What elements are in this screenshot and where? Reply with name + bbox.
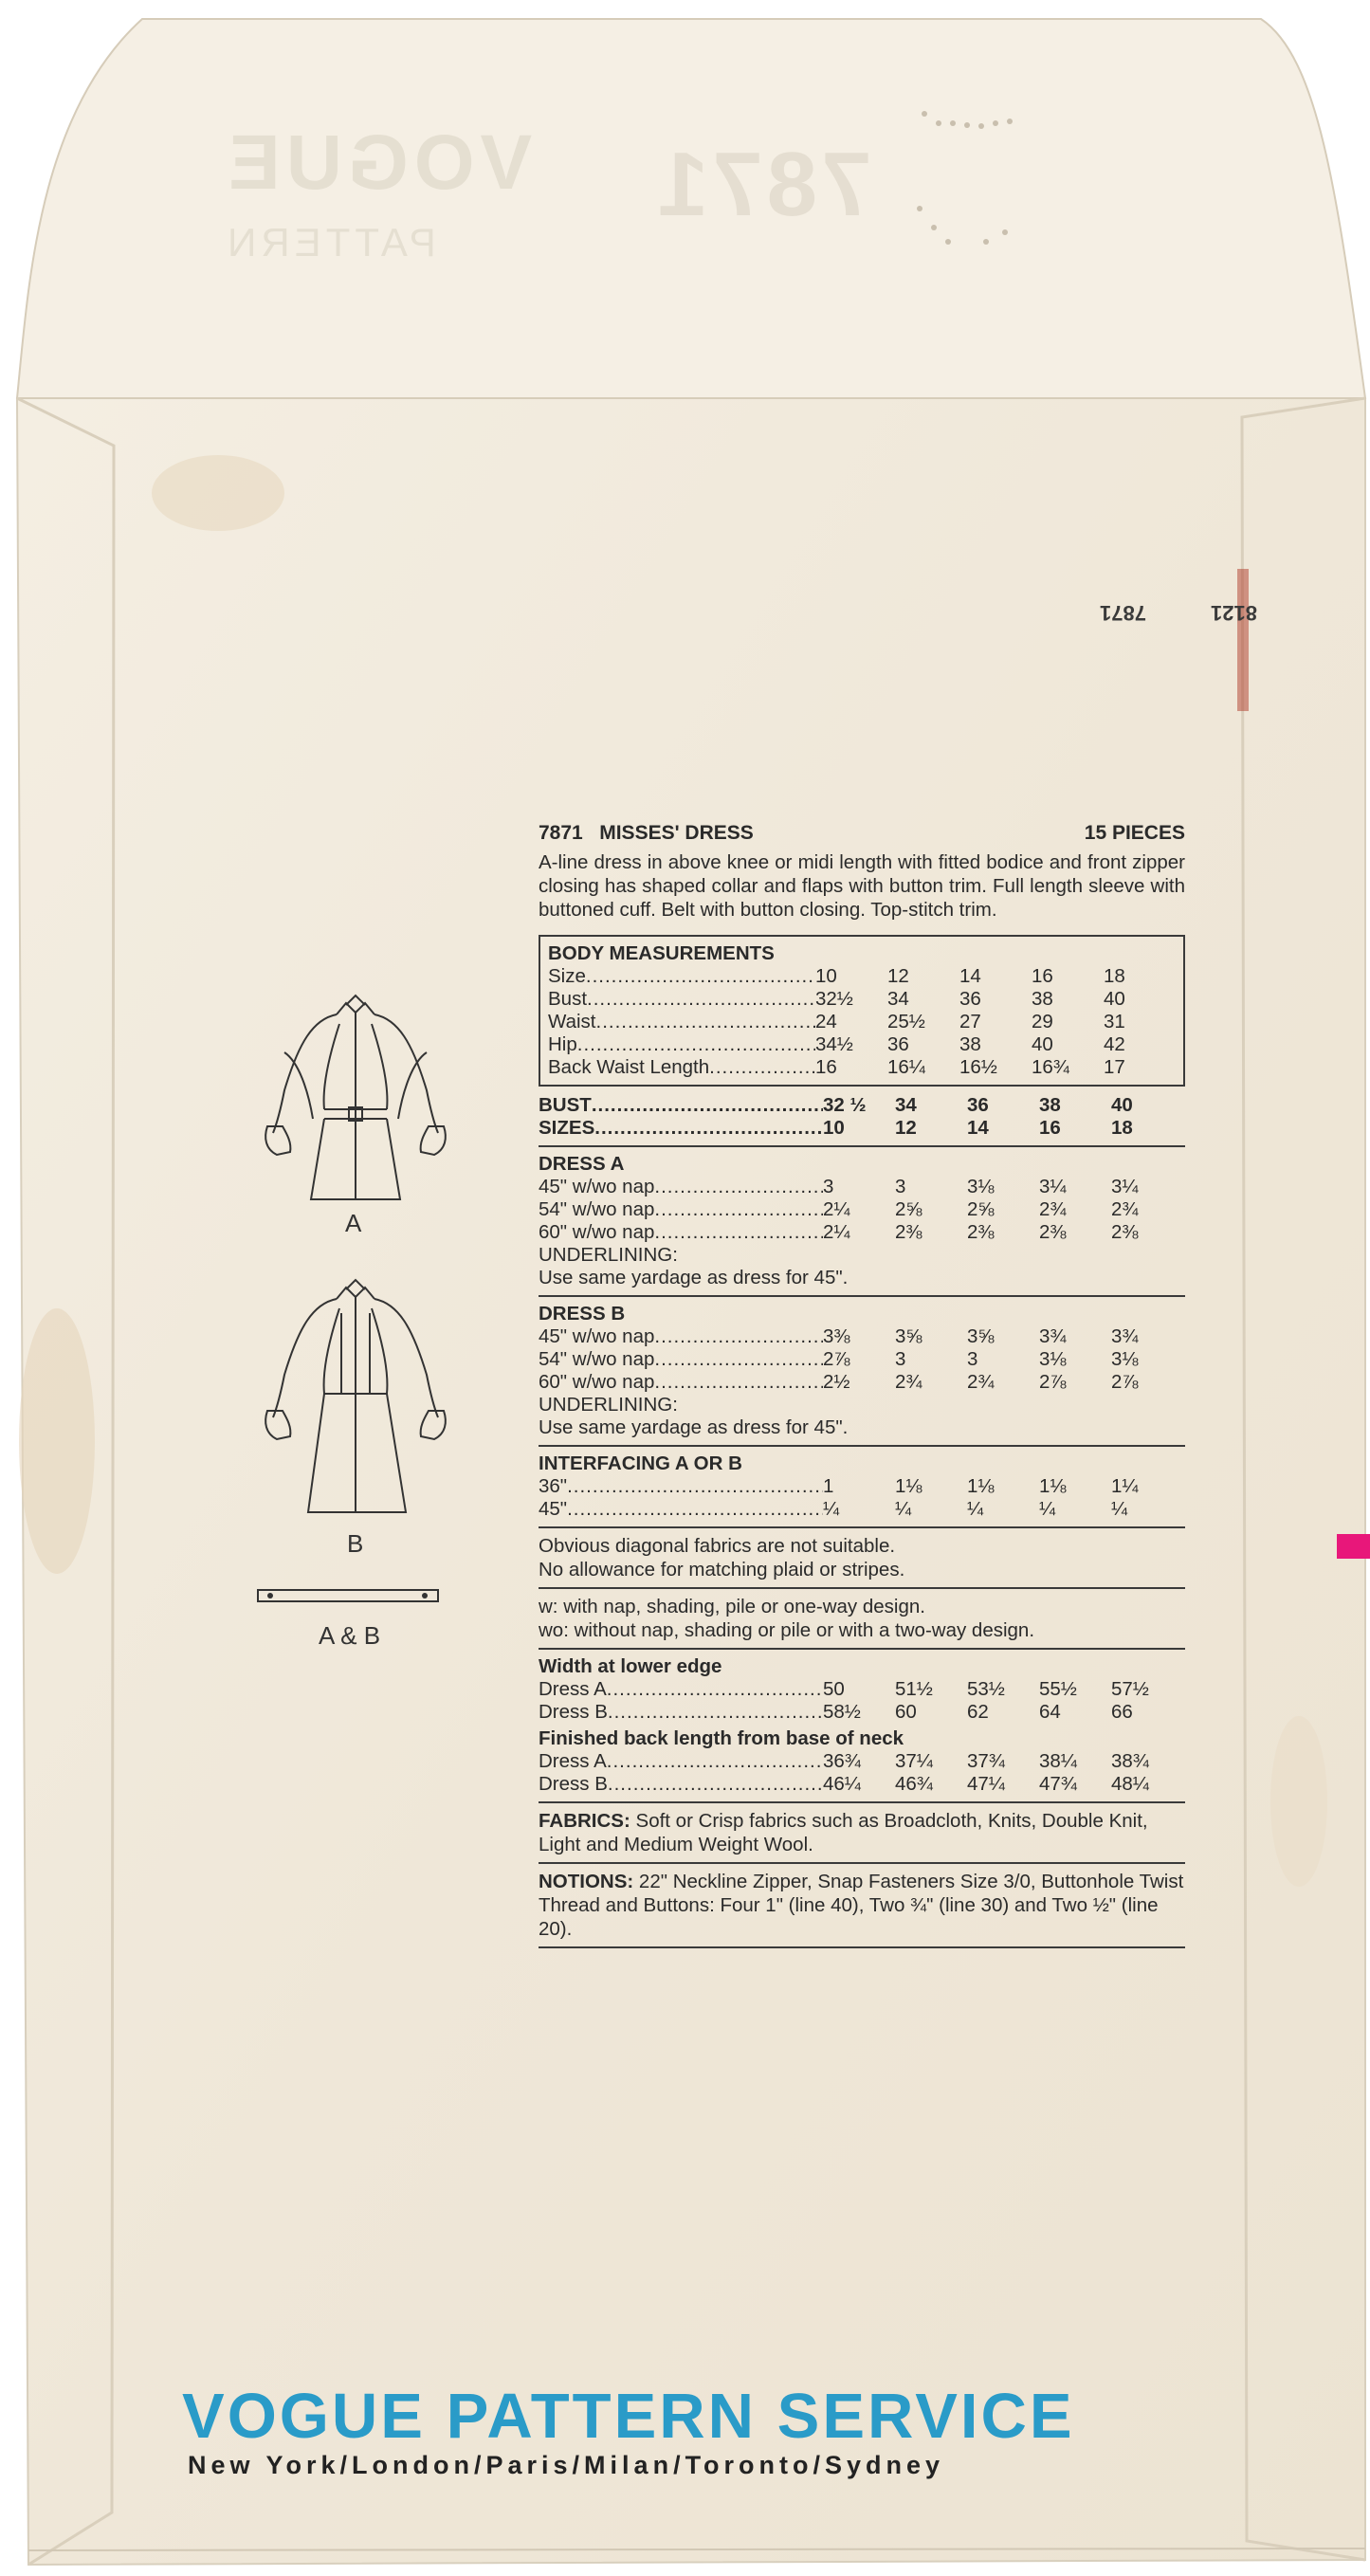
note-with-nap: w: with nap, shading, pile or one-way design. — [539, 1596, 925, 1617]
row-label: 45" w/wo nap — [539, 1325, 655, 1347]
divider — [539, 1145, 1185, 1147]
row-value: 2⅜ — [1039, 1221, 1067, 1243]
row-value: 47¼ — [967, 1773, 1005, 1795]
row-value: ¼ — [823, 1498, 840, 1520]
table-row — [539, 1701, 1185, 1724]
leader-dots — [654, 1348, 823, 1371]
row-value: ¼ — [1039, 1498, 1056, 1520]
row-value: 3⅜ — [823, 1325, 850, 1347]
divider — [539, 1862, 1185, 1864]
row-value: 2⅞ — [1039, 1371, 1067, 1393]
row-value: 46¾ — [895, 1773, 933, 1795]
divider — [539, 1946, 1185, 1948]
row-value: 16 — [815, 1056, 837, 1078]
row-value: 14 — [967, 1117, 989, 1139]
row-value: 36 — [967, 1094, 989, 1116]
table-row — [539, 1678, 1185, 1701]
row-value: 29 — [1032, 1011, 1053, 1032]
row-value: 12 — [895, 1117, 917, 1139]
reversed-number-right: 8121 — [1211, 601, 1257, 625]
row-value: 38¼ — [1039, 1750, 1077, 1772]
pattern-number: 7871 — [539, 822, 583, 844]
pattern-pieces: 15 PIECES — [1084, 822, 1185, 844]
table-row — [539, 1325, 1185, 1348]
row-label: Dress B — [539, 1773, 608, 1795]
body-measurements-heading: BODY MEASUREMENTS — [548, 942, 775, 964]
divider — [539, 1648, 1185, 1650]
divider — [539, 1526, 1185, 1528]
table-row — [548, 1056, 1176, 1079]
dress-a-rows — [539, 1176, 1185, 1244]
leader-dots — [594, 1117, 823, 1140]
row-value: 18 — [1104, 965, 1125, 987]
row-value: 16 — [1039, 1117, 1061, 1139]
row-value: 38 — [959, 1033, 981, 1055]
table-row — [539, 1198, 1185, 1221]
table-row — [539, 1094, 1185, 1117]
row-value: 40 — [1032, 1033, 1053, 1055]
table-row — [539, 1348, 1185, 1371]
row-label: BUST — [539, 1094, 592, 1116]
row-value: 2⅜ — [967, 1221, 995, 1243]
row-value: 2⅞ — [823, 1348, 850, 1370]
row-label: 36" — [539, 1475, 568, 1497]
dress-a-underlining-text: Use same yardage as dress for 45". — [539, 1267, 849, 1288]
row-value: 1⅛ — [895, 1475, 922, 1497]
leader-dots — [567, 1498, 823, 1521]
pattern-description: A-line dress in above knee or midi length with fitted bodice and front zipper closing has shaped collar and flaps with button trim. Full length sleeve with buttoned cuff. Belt with button closing. Top-stitch trim. — [539, 851, 1185, 921]
row-value: 2¼ — [823, 1198, 850, 1220]
row-value: 16½ — [959, 1056, 997, 1078]
note-plaid: No allowance for matching plaid or stripes. — [539, 1559, 905, 1580]
row-value: 2¾ — [1039, 1198, 1067, 1220]
row-label: 54" w/wo nap — [539, 1198, 655, 1220]
row-value: 3¾ — [1111, 1325, 1139, 1347]
leader-dots — [608, 1701, 823, 1724]
ghost-logo-sub: PATTERN — [223, 220, 436, 265]
row-label: 45" — [539, 1498, 568, 1520]
leader-dots — [654, 1176, 823, 1198]
divider — [539, 1801, 1185, 1803]
leader-dots — [608, 1773, 823, 1796]
note-without-nap: wo: without nap, shading or pile or with a two-way design. — [539, 1619, 1035, 1641]
width-lower-edge-rows — [539, 1678, 1185, 1724]
row-value: ¼ — [967, 1498, 984, 1520]
interfacing-heading: INTERFACING A OR B — [539, 1452, 742, 1474]
leader-dots — [577, 1033, 815, 1056]
dress-b-underlining-heading: UNDERLINING: — [539, 1394, 678, 1416]
row-value: 2⅝ — [895, 1198, 922, 1220]
bust-sizes-rows — [539, 1094, 1185, 1140]
row-value: 38¾ — [1111, 1750, 1149, 1772]
interfacing-rows — [539, 1475, 1185, 1521]
notions-text: 22" Neckline Zipper, Snap Fasteners Size 3/0, Buttonhole Twist Thread and Buttons: Four 1" (line 40), Two ¾" (line 30) and Two ½" (line 20). — [539, 1871, 1184, 1940]
row-value: 32½ — [815, 988, 853, 1010]
row-value: 66 — [1111, 1701, 1133, 1723]
row-value: 1 — [823, 1475, 834, 1497]
row-value: 2¼ — [823, 1221, 850, 1243]
table-row — [539, 1176, 1185, 1198]
dress-a-underlining-heading: UNDERLINING: — [539, 1244, 678, 1266]
notions-label: NOTIONS: — [539, 1871, 634, 1892]
row-value: 36 — [887, 1033, 909, 1055]
table-row — [548, 988, 1176, 1011]
leader-dots — [654, 1325, 823, 1348]
row-value: 38 — [1032, 988, 1053, 1010]
row-value: 3⅛ — [1039, 1348, 1067, 1370]
row-value: 42 — [1104, 1033, 1125, 1055]
table-row — [539, 1117, 1185, 1140]
fabrics-paragraph — [539, 1809, 1185, 1856]
row-value: 27 — [959, 1011, 981, 1032]
row-label: Bust — [548, 988, 588, 1010]
leader-dots — [607, 1750, 823, 1773]
row-value: 1⅛ — [967, 1475, 995, 1497]
row-value: 24 — [815, 1011, 837, 1032]
dress-a-heading: DRESS A — [539, 1153, 625, 1175]
table-row — [539, 1221, 1185, 1244]
fabrics-text: Soft or Crisp fabrics such as Broadcloth, Knits, Double Knit, Light and Medium Weight Wool. — [539, 1810, 1148, 1855]
row-value: 48¼ — [1111, 1773, 1149, 1795]
leader-dots — [567, 1475, 823, 1498]
note-diagonal: Obvious diagonal fabrics are not suitable. — [539, 1535, 896, 1557]
divider — [539, 1445, 1185, 1447]
row-value: 10 — [815, 965, 837, 987]
row-value: 53½ — [967, 1678, 1005, 1700]
dress-b-heading: DRESS B — [539, 1303, 626, 1325]
row-value: 36 — [959, 988, 981, 1010]
row-value: 3⅝ — [895, 1325, 922, 1347]
row-value: 38 — [1039, 1094, 1061, 1116]
divider — [539, 1295, 1185, 1297]
row-value: 3¾ — [1039, 1325, 1067, 1347]
row-value: ¼ — [895, 1498, 912, 1520]
reversed-number-left: 7871 — [1100, 601, 1146, 625]
row-value: 2¾ — [895, 1371, 922, 1393]
dress-b-illustration — [256, 1270, 455, 1526]
row-value: 40 — [1104, 988, 1125, 1010]
finished-length-rows — [539, 1750, 1185, 1796]
row-label: Back Waist Length — [548, 1056, 710, 1078]
row-value: 60 — [895, 1701, 917, 1723]
pattern-heading — [539, 822, 1185, 845]
row-label: Dress A — [539, 1678, 607, 1700]
row-value: 14 — [959, 965, 981, 987]
leader-dots — [596, 1011, 816, 1033]
finished-length-heading: Finished back length from base of neck — [539, 1727, 904, 1749]
row-value: 64 — [1039, 1701, 1061, 1723]
row-value: 3 — [823, 1176, 834, 1197]
table-row — [539, 1773, 1185, 1796]
row-label: Hip — [548, 1033, 577, 1055]
row-value: 2⅜ — [895, 1221, 922, 1243]
brand-cities: New York/London/Paris/Milan/Toronto/Sydney — [188, 2451, 945, 2479]
row-value: ¼ — [1111, 1498, 1128, 1520]
row-value: 55½ — [1039, 1678, 1077, 1700]
row-value: 17 — [1104, 1056, 1125, 1078]
row-value: 51½ — [895, 1678, 933, 1700]
row-value: 46¼ — [823, 1773, 861, 1795]
leader-dots — [654, 1221, 823, 1244]
row-value: 25½ — [887, 1011, 925, 1032]
row-value: 16¼ — [887, 1056, 925, 1078]
row-value: 10 — [823, 1117, 845, 1139]
row-value: 16 — [1032, 965, 1053, 987]
row-value: 37¼ — [895, 1750, 933, 1772]
brand-title: VOGUE PATTERN SERVICE — [182, 2381, 1075, 2452]
row-label: Waist — [548, 1011, 596, 1032]
table-row — [539, 1498, 1185, 1521]
row-value: 32 ½ — [823, 1094, 867, 1116]
table-row — [539, 1371, 1185, 1394]
table-row — [548, 1033, 1176, 1056]
row-value: 34½ — [815, 1033, 853, 1055]
body-measurements-box — [539, 935, 1185, 1087]
row-value: 3⅛ — [967, 1176, 995, 1197]
row-value: 1⅛ — [1039, 1475, 1067, 1497]
row-value: 3 — [895, 1348, 906, 1370]
table-row — [548, 965, 1176, 988]
row-value: 2⅞ — [1111, 1371, 1139, 1393]
row-value: 2⅜ — [1111, 1221, 1139, 1243]
row-value: 47¾ — [1039, 1773, 1077, 1795]
fabrics-label: FABRICS: — [539, 1810, 630, 1832]
row-value: 2⅝ — [967, 1198, 995, 1220]
leader-dots — [654, 1371, 823, 1394]
figure-b-label: B — [347, 1529, 364, 1558]
leader-dots — [586, 965, 815, 988]
leader-dots — [709, 1056, 815, 1079]
belt-illustration — [256, 1585, 441, 1606]
row-value: 3⅛ — [1111, 1348, 1139, 1370]
table-row — [539, 1750, 1185, 1773]
ghost-logo: VOGUE — [223, 119, 533, 206]
row-label: 60" w/wo nap — [539, 1371, 655, 1393]
row-value: 18 — [1111, 1117, 1133, 1139]
dress-b-underlining-text: Use same yardage as dress for 45". — [539, 1416, 849, 1438]
row-value: 50 — [823, 1678, 845, 1700]
pattern-title: MISSES' DRESS — [599, 822, 754, 844]
row-label: Dress B — [539, 1701, 608, 1723]
width-lower-edge-heading: Width at lower edge — [539, 1655, 722, 1677]
row-label: 54" w/wo nap — [539, 1348, 655, 1370]
figure-a-label: A — [345, 1209, 362, 1237]
row-value: 16¾ — [1032, 1056, 1069, 1078]
row-value: 12 — [887, 965, 909, 987]
row-value: 40 — [1111, 1094, 1133, 1116]
row-value: 34 — [887, 988, 909, 1010]
row-value: 2¾ — [967, 1371, 995, 1393]
divider — [539, 1587, 1185, 1589]
row-value: 2½ — [823, 1371, 850, 1393]
row-value: 37¾ — [967, 1750, 1005, 1772]
pattern-info — [539, 822, 1185, 1954]
row-label: Dress A — [539, 1750, 607, 1772]
leader-dots — [607, 1678, 823, 1701]
row-label: 60" w/wo nap — [539, 1221, 655, 1243]
row-value: 3⅝ — [967, 1325, 995, 1347]
dress-b-rows — [539, 1325, 1185, 1394]
row-value: 34 — [895, 1094, 917, 1116]
pink-tab — [1337, 1534, 1370, 1559]
row-value: 3 — [895, 1176, 906, 1197]
ghost-pattern-number: 7871 — [654, 134, 872, 235]
row-label: SIZES — [539, 1117, 595, 1139]
row-value: 1¼ — [1111, 1475, 1139, 1497]
row-label: Size — [548, 965, 586, 987]
body-measurements-rows — [548, 965, 1176, 1079]
row-value: 58½ — [823, 1701, 861, 1723]
row-value: 57½ — [1111, 1678, 1149, 1700]
row-value: 31 — [1104, 1011, 1125, 1032]
dress-a-illustration — [256, 986, 455, 1214]
row-value: 3 — [967, 1348, 978, 1370]
row-value: 62 — [967, 1701, 989, 1723]
notions-paragraph — [539, 1870, 1185, 1941]
row-value: 3¼ — [1039, 1176, 1067, 1197]
leader-dots — [654, 1198, 823, 1221]
leader-dots — [587, 988, 815, 1011]
table-row — [539, 1475, 1185, 1498]
row-label: 45" w/wo nap — [539, 1176, 655, 1197]
row-value: 36¾ — [823, 1750, 861, 1772]
figure-belt-label: A & B — [319, 1621, 381, 1650]
row-value: 2¾ — [1111, 1198, 1139, 1220]
row-value: 3¼ — [1111, 1176, 1139, 1197]
leader-dots — [592, 1094, 823, 1117]
table-row — [548, 1011, 1176, 1033]
